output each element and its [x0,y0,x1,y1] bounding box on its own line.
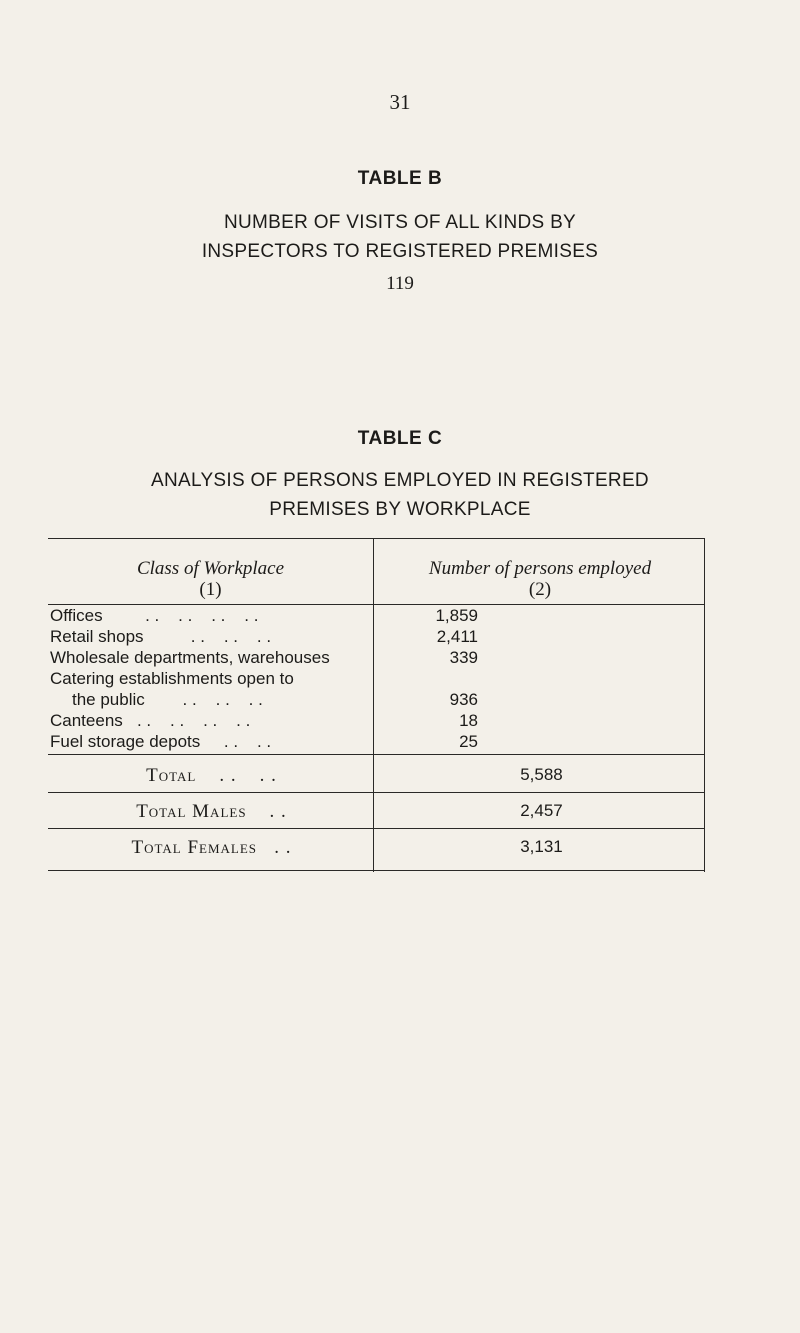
table-b-subtitle-line1: NUMBER OF VISITS OF ALL KINDS BY [223,212,577,233]
table-c-title: TABLE C [357,428,443,449]
table-c-subtitle-line1: ANALYSIS OF PERSONS EMPLOYED IN REGISTERED [151,470,649,491]
total-males-label: Total Males . . [136,801,287,822]
total-row [48,754,705,792]
table-row [48,647,705,668]
table-row [48,731,705,752]
row-value: 18 [459,711,478,730]
row-label: Catering establishments open to [50,669,294,688]
total-males-row [48,792,705,828]
column-header-class-number: (1) [199,579,222,600]
page-number: 31 [389,90,411,114]
column-header-persons [375,558,705,600]
table-b-subtitle [0,208,800,266]
table-row [48,689,705,710]
table-c-subtitle [0,466,800,524]
row-value: 339 [449,648,478,667]
total-value: 5,588 [520,765,563,784]
workplace-table [48,538,705,872]
column-header-class [48,558,373,600]
column-header-persons-text: Number of persons employed [428,558,652,579]
row-value: 1,859 [435,606,478,625]
row-label: the public . . . . . . [72,690,263,709]
total-males-value: 2,457 [520,801,563,820]
table-row [48,605,705,626]
table-bottom-rule [48,870,705,871]
row-label: Offices . . . . . . . . [50,606,259,625]
total-females-value: 3,131 [520,837,563,856]
row-label: Canteens . . . . . . . . [50,711,251,730]
total-females-label: Total Females . . [131,837,292,858]
row-label: Fuel storage depots . . . . [50,732,272,751]
table-row [48,668,705,689]
table-b-subtitle-line2: INSPECTORS TO REGISTERED PREMISES [201,241,599,262]
total-females-row [48,828,705,870]
table-c-subtitle-line2: PREMISES BY WORKPLACE [269,499,531,520]
table-b-value: 119 [386,273,414,294]
row-label: Retail shops . . . . . . [50,627,272,646]
column-header-class-text: Class of Workplace [136,558,285,579]
table-body [48,605,705,752]
row-value: 936 [449,690,478,709]
table-row [48,626,705,647]
table-top-rule [48,538,705,539]
table-row [48,710,705,731]
row-value: 25 [459,732,478,751]
row-value: 2,411 [436,627,478,646]
total-label: Total . . . . [146,765,277,786]
table-b-title: TABLE B [357,168,443,189]
row-label: Wholesale departments, warehouses [50,648,330,667]
column-header-persons-number: (2) [528,579,552,600]
